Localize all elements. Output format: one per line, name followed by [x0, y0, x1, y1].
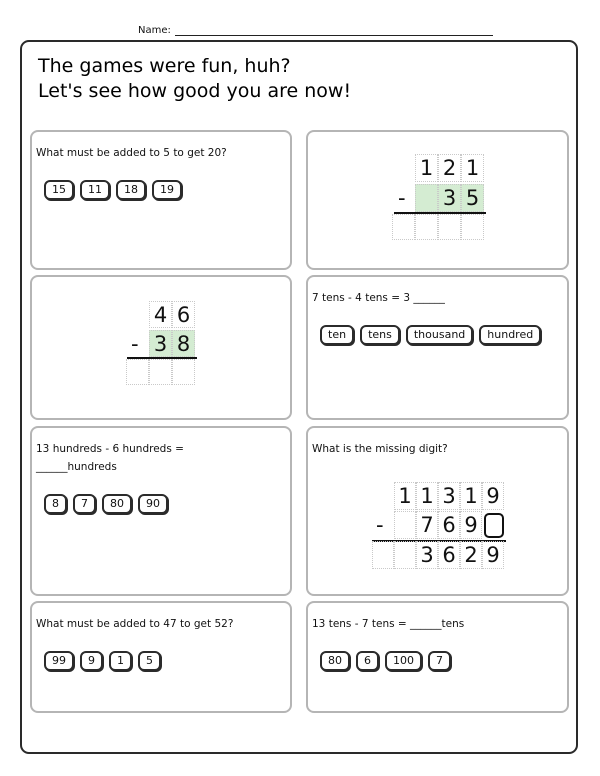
question-text: What is the missing digit?: [312, 443, 448, 455]
answer-cell[interactable]: [392, 214, 415, 240]
page-title: [38, 54, 351, 104]
choice-6[interactable]: 6: [356, 651, 379, 671]
choice-90[interactable]: 90: [138, 494, 168, 514]
choice-80[interactable]: 80: [320, 651, 350, 671]
title-line-2: Let's see how good you are now!: [38, 80, 352, 102]
digit-cell: 2: [438, 154, 461, 182]
choice-5[interactable]: 5: [138, 651, 161, 671]
digit-cell: [394, 541, 416, 569]
digit-cell: 9: [482, 541, 504, 569]
question-text: 13 hundreds - 6 hundreds = ______hundreds: [36, 443, 184, 473]
minus-sign: -: [398, 186, 406, 210]
digit-cell: 6: [438, 511, 460, 539]
digit-cell: 9: [460, 511, 482, 539]
question-text: What must be added to 47 to get 52?: [36, 618, 234, 630]
answer-choices: [320, 651, 451, 671]
digit-cell: 6: [172, 301, 195, 328]
minus-sign: -: [376, 513, 384, 537]
question-card-8: [306, 601, 569, 713]
question-card-1: [30, 130, 292, 270]
question-text: 7 tens - 4 tens = 3 ______: [312, 292, 445, 304]
digit-cell: 1: [394, 482, 416, 510]
choice-thousand[interactable]: thousand: [406, 325, 473, 345]
choice-99[interactable]: 99: [44, 651, 74, 671]
digit-cell: 4: [149, 301, 172, 328]
subtraction-card-46-38: [30, 275, 292, 420]
missing-digit-box[interactable]: [484, 513, 504, 538]
answer-cell[interactable]: [126, 359, 149, 385]
answer-cell[interactable]: [415, 214, 438, 240]
digit-cell: 1: [415, 154, 438, 182]
digit-cell: 6: [438, 541, 460, 569]
answer-cell[interactable]: [461, 214, 484, 240]
choice-7[interactable]: 7: [73, 494, 96, 514]
choice-11[interactable]: 11: [80, 180, 110, 200]
choice-hundred[interactable]: hundred: [479, 325, 541, 345]
choice-19[interactable]: 19: [152, 180, 182, 200]
choice-9[interactable]: 9: [80, 651, 103, 671]
name-line[interactable]: [175, 35, 493, 36]
choice-8[interactable]: 8: [44, 494, 67, 514]
choice-ten[interactable]: ten: [320, 325, 354, 345]
question-text: 13 tens - 7 tens = ______tens: [312, 618, 465, 630]
choice-100[interactable]: 100: [385, 651, 422, 671]
choice-1[interactable]: 1: [109, 651, 132, 671]
choice-15[interactable]: 15: [44, 180, 74, 200]
answer-cell[interactable]: [438, 214, 461, 240]
question-text: What must be added to 5 to get 20?: [36, 147, 227, 159]
minus-sign: -: [131, 332, 139, 356]
choice-80[interactable]: 80: [102, 494, 132, 514]
question-card-7: [30, 601, 292, 713]
title-line-1: The games were fun, huh?: [38, 55, 291, 77]
answer-choices: [44, 180, 182, 200]
digit-cell: 7: [416, 511, 438, 539]
digit-cell: 1: [461, 154, 484, 182]
subtraction-card-121-35: [306, 130, 569, 270]
question-card-4: [306, 275, 569, 420]
answer-choices: [44, 651, 161, 671]
missing-digit-card: [306, 426, 569, 596]
digit-cell: 3: [416, 541, 438, 569]
question-card-5: [30, 426, 292, 596]
name-row: [0, 24, 600, 40]
choice-tens[interactable]: tens: [360, 325, 400, 345]
digit-cell: 3: [149, 330, 172, 357]
choice-7[interactable]: 7: [428, 651, 451, 671]
name-label: Name:: [138, 25, 171, 36]
digit-cell: 5: [461, 184, 484, 212]
digit-cell: [394, 511, 416, 539]
digit-cell: 1: [416, 482, 438, 510]
answer-choices: [44, 494, 168, 514]
answer-cell: [372, 541, 394, 569]
digit-cell: 3: [438, 184, 461, 212]
digit-cell: 2: [460, 541, 482, 569]
answer-cell[interactable]: [149, 359, 172, 385]
digit-cell: 3: [438, 482, 460, 510]
digit-cell: [415, 184, 438, 212]
digit-cell: 9: [482, 482, 504, 510]
digit-cell: 8: [172, 330, 195, 357]
choice-18[interactable]: 18: [116, 180, 146, 200]
answer-choices: [320, 325, 560, 345]
answer-cell[interactable]: [172, 359, 195, 385]
digit-cell: 1: [460, 482, 482, 510]
